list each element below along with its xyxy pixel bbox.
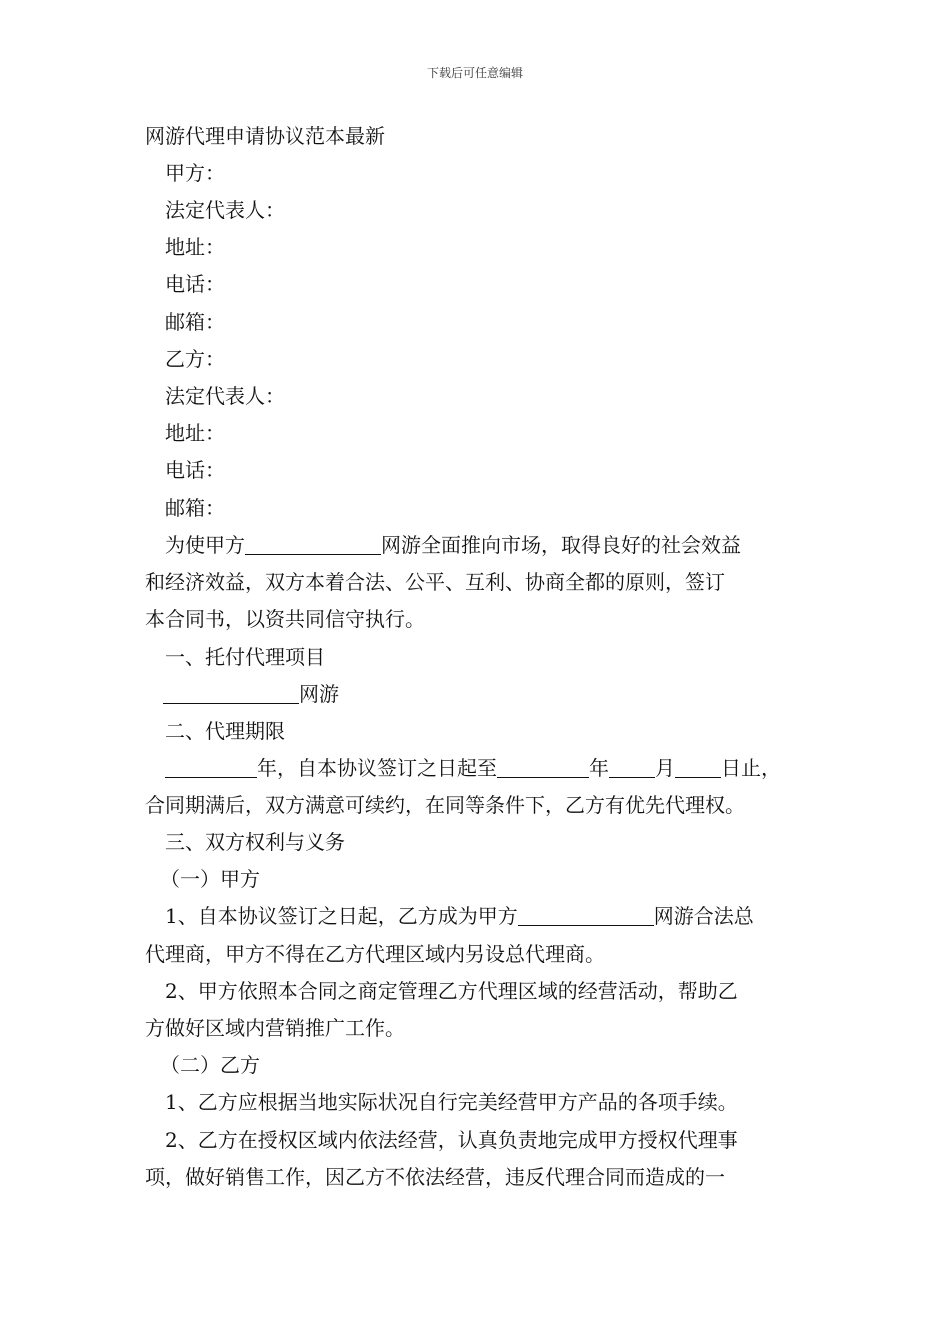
preamble-text-b: 网游全面推向市场，取得良好的社会效益 [381, 533, 741, 557]
blank-line [163, 683, 299, 704]
party-a-email: 邮箱： [165, 310, 225, 334]
party-a-phone: 电话： [165, 272, 225, 296]
blank-line [497, 757, 589, 778]
party-b-representative: 法定代表人： [165, 384, 285, 408]
party-a-address: 地址： [165, 235, 225, 259]
party-b-phone: 电话： [165, 458, 225, 482]
term-year: 年 [589, 756, 609, 780]
blank-line [675, 757, 721, 778]
term-text-a: 年，自本协议签订之日起至 [257, 756, 497, 780]
party-b-label: 乙方： [165, 347, 225, 371]
section-3-heading: 三、双方权利与义务 [165, 830, 345, 854]
blank-line [609, 757, 655, 778]
term-line-1 [165, 754, 845, 782]
party-b-clause-2-cont: 项，做好销售工作，因乙方不依法经营，违反代理合同而造成的一 [145, 1165, 725, 1189]
party-a-representative: 法定代表人： [165, 198, 285, 222]
section-2-heading: 二、代理期限 [165, 719, 285, 743]
party-b-clause-2: 2、乙方在授权区域内依法经营，认真负责地完成甲方授权代理事 [165, 1128, 738, 1152]
term-day: 日止， [721, 756, 781, 780]
term-month: 月 [655, 756, 675, 780]
clause-text-a: 1、自本协议签订之日起，乙方成为甲方 [165, 904, 518, 928]
party-a-label: 甲方： [165, 161, 225, 185]
party-a-clause-2-cont: 方做好区域内营销推广工作。 [145, 1016, 405, 1040]
page-header: 下载后可任意编辑 [426, 66, 523, 80]
party-b-address: 地址： [165, 421, 225, 445]
preamble-line-2: 和经济效益，双方本着合法、公平、互利、协商全都的原则，签订 [145, 570, 725, 594]
game-label: 网游 [299, 682, 339, 706]
party-a-subheading: （一）甲方 [160, 867, 260, 891]
section-1-item [163, 680, 843, 708]
preamble-text-a: 为使甲方 [165, 533, 245, 557]
party-b-clause-1: 1、乙方应根据当地实际状况自行完美经营甲方产品的各项手续。 [165, 1090, 738, 1114]
preamble-line-3: 本合同书，以资共同信守执行。 [145, 607, 425, 631]
party-b-subheading: （二）乙方 [160, 1053, 260, 1077]
party-b-email: 邮箱： [165, 496, 225, 520]
party-a-clause-1-cont: 代理商，甲方不得在乙方代理区域内另设总代理商。 [145, 942, 605, 966]
section-1-heading: 一、托付代理项目 [165, 645, 325, 669]
blank-line [165, 757, 257, 778]
preamble-line-1 [165, 531, 845, 559]
clause-text-b: 网游合法总 [653, 904, 754, 928]
party-a-clause-2: 2、甲方依照本合同之商定管理乙方代理区域的经营活动，帮助乙 [165, 979, 738, 1003]
blank-line [518, 905, 654, 926]
blank-line [245, 534, 381, 555]
document-title: 网游代理申请协议范本最新 [145, 124, 385, 148]
party-a-clause-1 [165, 902, 845, 930]
term-line-2: 合同期满后，双方满意可续约，在同等条件下，乙方有优先代理权。 [145, 793, 745, 817]
